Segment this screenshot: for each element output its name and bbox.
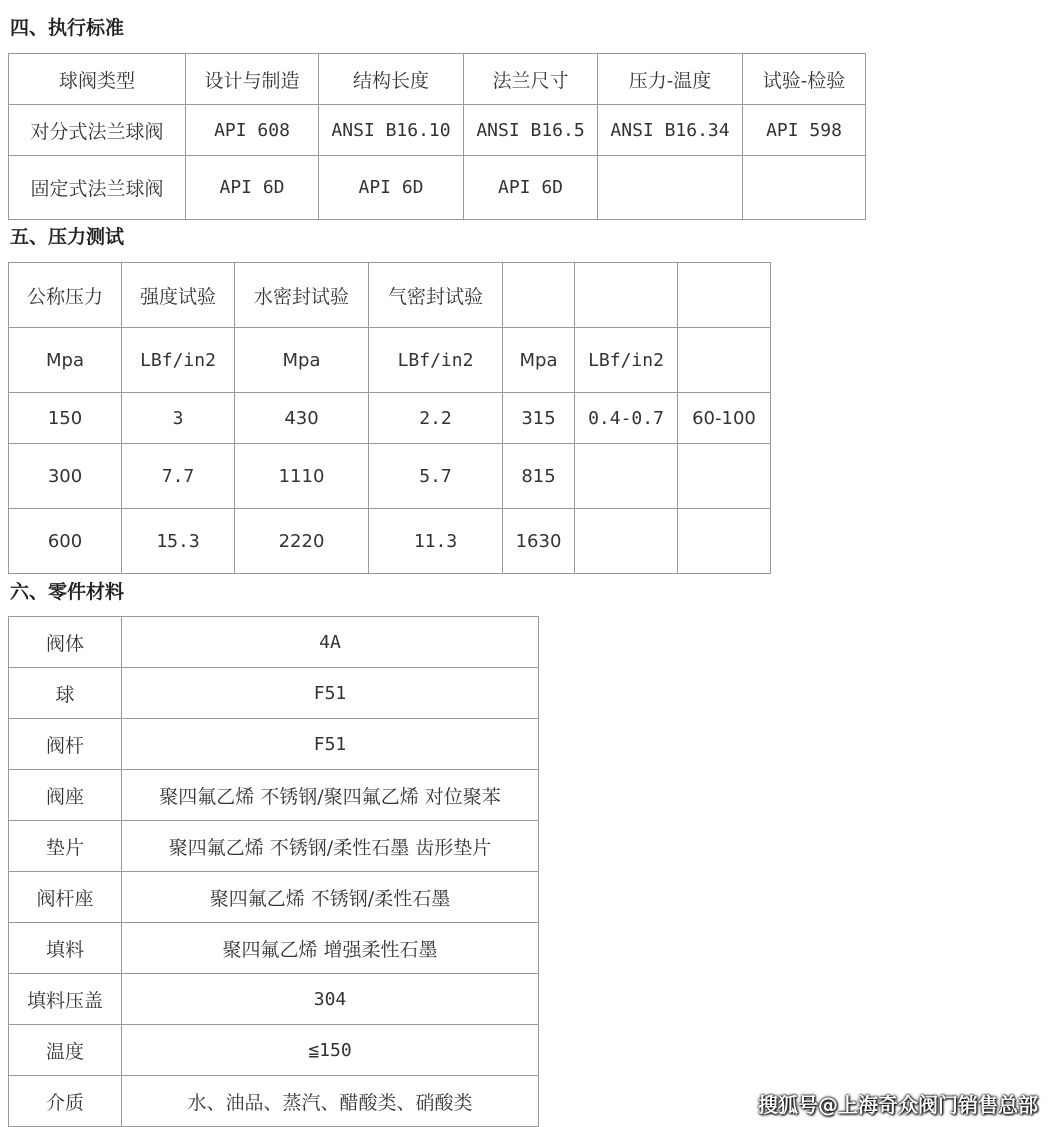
- header-cell: 法兰尺寸: [464, 54, 598, 105]
- part-name-cell: 填料压盖: [9, 974, 122, 1025]
- table-cell: 5.7: [369, 444, 503, 509]
- watermark-text: 搜狐号@上海奇众阀门销售总部: [758, 1093, 1038, 1117]
- table-cell: 2.2: [369, 393, 503, 444]
- part-name-cell: 垫片: [9, 821, 122, 872]
- table-cell: LBf/in2: [122, 328, 235, 393]
- section-5-heading: 五、压力测试: [10, 226, 125, 248]
- table-cell: [678, 509, 771, 574]
- table-row: [9, 770, 539, 821]
- table-cell: [678, 444, 771, 509]
- material-cell: F51: [122, 668, 539, 719]
- table-row: [9, 1076, 539, 1127]
- table-cell: 0.4-0.7: [575, 393, 678, 444]
- table-row: [9, 974, 539, 1025]
- header-cell: 设计与制造: [186, 54, 319, 105]
- table-cell: [575, 444, 678, 509]
- table-cell: Mpa: [235, 328, 369, 393]
- table-cell: API 6D: [319, 156, 464, 220]
- table-row: [9, 872, 539, 923]
- part-name-cell: 球: [9, 668, 122, 719]
- table-cell: 150: [9, 393, 122, 444]
- table-cell: 60-100: [678, 393, 771, 444]
- part-name-cell: 阀座: [9, 770, 122, 821]
- table-row: [9, 444, 771, 509]
- table-cell: API 6D: [464, 156, 598, 220]
- part-name-cell: 阀杆座: [9, 872, 122, 923]
- part-name-cell: 温度: [9, 1025, 122, 1076]
- table-row: [9, 328, 771, 393]
- material-cell: 聚四氟乙烯 不锈钢/聚四氟乙烯 对位聚苯: [122, 770, 539, 821]
- table-cell: 600: [9, 509, 122, 574]
- table-cell: ANSI B16.10: [319, 105, 464, 156]
- table-header-row: [9, 54, 866, 105]
- table-cell: 3: [122, 393, 235, 444]
- header-cell: 球阀类型: [9, 54, 186, 105]
- table-row: [9, 668, 539, 719]
- material-cell: 聚四氟乙烯 增强柔性石墨: [122, 923, 539, 974]
- table-cell: ANSI B16.34: [598, 105, 743, 156]
- part-name-cell: 阀体: [9, 617, 122, 668]
- table-cell: 1630: [503, 509, 575, 574]
- table-row: [9, 1025, 539, 1076]
- header-cell: 压力-温度: [598, 54, 743, 105]
- table-cell: 1110: [235, 444, 369, 509]
- table-row: [9, 617, 539, 668]
- header-cell: 试验-检验: [743, 54, 866, 105]
- header-cell: 结构长度: [319, 54, 464, 105]
- material-cell: 304: [122, 974, 539, 1025]
- table-header-row: [9, 263, 771, 328]
- table-row: [9, 105, 866, 156]
- materials-table: [8, 616, 539, 1127]
- table-cell: 公称压力: [9, 263, 122, 328]
- table-cell: 2220: [235, 509, 369, 574]
- table-row: [9, 719, 539, 770]
- table-cell: 7.7: [122, 444, 235, 509]
- table-cell: [598, 156, 743, 220]
- table-cell: Mpa: [9, 328, 122, 393]
- table-cell: [743, 156, 866, 220]
- material-cell: 水、油品、蒸汽、醋酸类、硝酸类: [122, 1076, 539, 1127]
- table-cell: 315: [503, 393, 575, 444]
- material-cell: F51: [122, 719, 539, 770]
- material-cell: 4A: [122, 617, 539, 668]
- part-name-cell: 填料: [9, 923, 122, 974]
- part-name-cell: 介质: [9, 1076, 122, 1127]
- table-row: [9, 509, 771, 574]
- table-cell: 水密封试验: [235, 263, 369, 328]
- material-cell: 聚四氟乙烯 不锈钢/柔性石墨 齿形垫片: [122, 821, 539, 872]
- table-cell: [575, 509, 678, 574]
- table-row: [9, 156, 866, 220]
- table-cell: 300: [9, 444, 122, 509]
- part-name-cell: 阀杆: [9, 719, 122, 770]
- table-cell: API 608: [186, 105, 319, 156]
- table-cell: ANSI B16.5: [464, 105, 598, 156]
- table-cell: 气密封试验: [369, 263, 503, 328]
- table-cell: [678, 263, 771, 328]
- table-cell: 强度试验: [122, 263, 235, 328]
- table-cell: API 6D: [186, 156, 319, 220]
- table-cell: LBf/in2: [369, 328, 503, 393]
- table-cell: 15.3: [122, 509, 235, 574]
- table-cell: 11.3: [369, 509, 503, 574]
- table-row: [9, 821, 539, 872]
- table-cell: [678, 328, 771, 393]
- table-row: [9, 393, 771, 444]
- section-6-heading: 六、零件材料: [10, 581, 125, 603]
- table-cell: [575, 263, 678, 328]
- table-cell: 430: [235, 393, 369, 444]
- table-row: [9, 923, 539, 974]
- table-cell: 815: [503, 444, 575, 509]
- material-cell: 聚四氟乙烯 不锈钢/柔性石墨: [122, 872, 539, 923]
- table-cell: API 598: [743, 105, 866, 156]
- table-cell: 对分式法兰球阀: [9, 105, 186, 156]
- table-cell: 固定式法兰球阀: [9, 156, 186, 220]
- table-cell: Mpa: [503, 328, 575, 393]
- table-cell: LBf/in2: [575, 328, 678, 393]
- table-cell: [503, 263, 575, 328]
- material-cell: ≦150: [122, 1025, 539, 1076]
- section-4-heading: 四、执行标准: [10, 17, 125, 39]
- standards-table: [8, 53, 866, 220]
- pressure-test-table: [8, 262, 771, 574]
